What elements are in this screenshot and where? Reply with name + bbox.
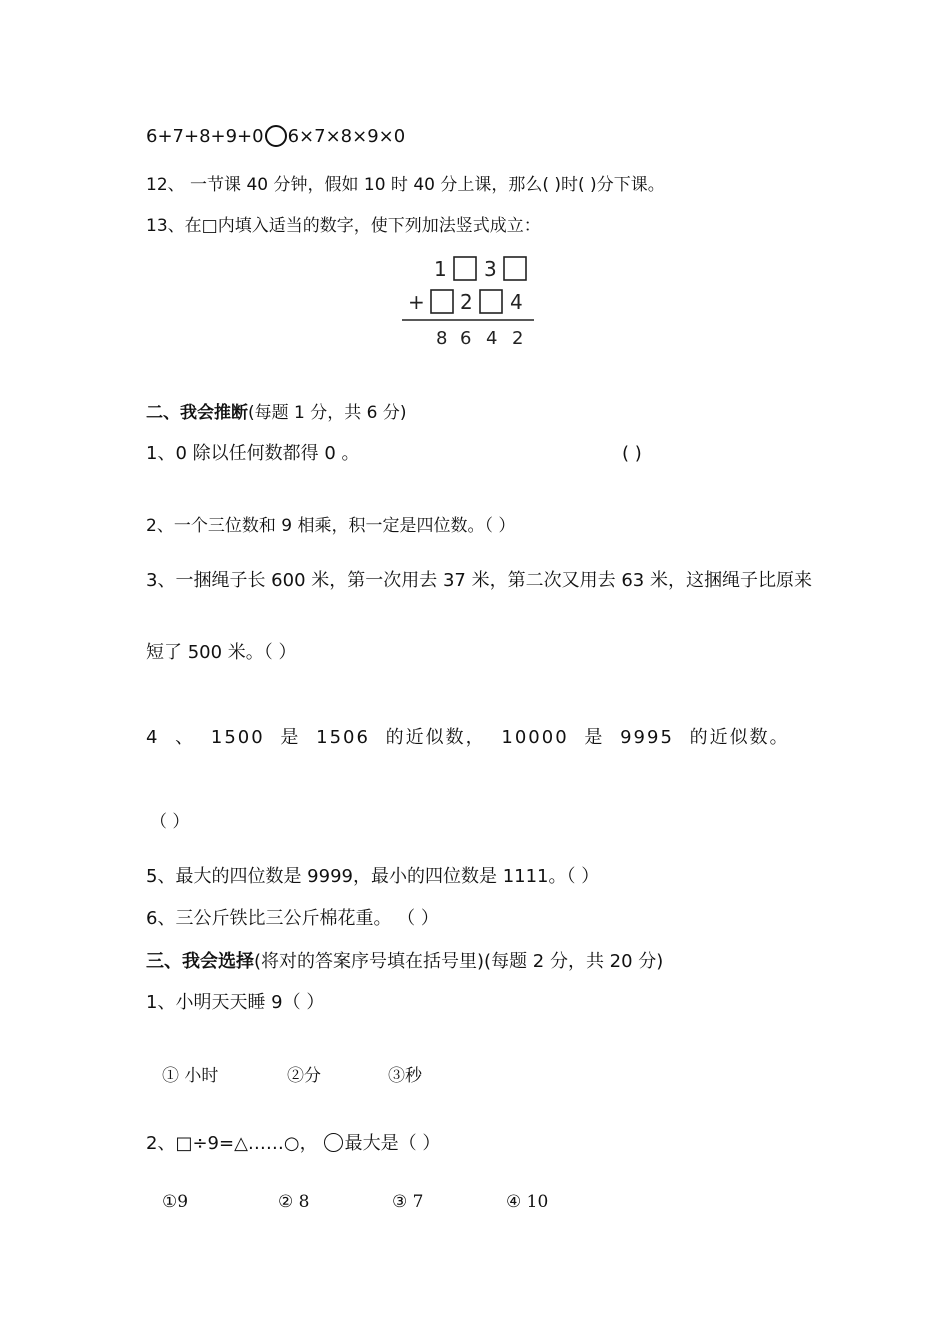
s3-item-2-equation: 2、□÷9=△……○， (146, 1133, 318, 1154)
s3-item-1-option-3[interactable]: ③秒 (388, 1066, 422, 1086)
vertical-addition-figure (398, 252, 538, 350)
section3-header (146, 951, 663, 973)
row1-blank-box-2[interactable] (454, 257, 476, 280)
s2-item-2: 2、一个三位数和 9 相乘，积一定是四位数。（ ） (146, 516, 516, 536)
row2-blank-box-3[interactable] (480, 290, 502, 313)
s3-item-2 (146, 1133, 440, 1155)
result-digit-4: 2 (512, 328, 524, 349)
s3-item-1: 1、小明天天睡 9（ ） (146, 992, 325, 1013)
s3-item-2-option-2[interactable]: ② 8 (278, 1192, 310, 1212)
s2-item-4-line1: 4 、 1500 是 1506 的近似数， 10000 是 9995 的近似数。 (146, 727, 790, 748)
result-digit-1: 8 (436, 328, 448, 349)
q11-right-expression: 6×7×8×9×0 (287, 126, 406, 147)
section3-note: (将对的答案序号填在括号里)(每题 2 分，共 20 分) (254, 951, 664, 972)
row2-blank-box-1[interactable] (431, 290, 453, 313)
s3-item-2-option-1[interactable]: ①9 (162, 1192, 189, 1212)
s2-item-6: 6、三公斤铁比三公斤棉花重。 （ ） (146, 908, 439, 929)
s3-item-1-option-1[interactable]: ① 小时 (162, 1066, 219, 1086)
s3-item-2-question: 最大是（ ） (344, 1133, 441, 1154)
row1-digit-1: 1 (434, 257, 447, 281)
s2-item-4-line2: （ ） (150, 812, 190, 832)
row2-digit-2: 2 (460, 290, 473, 314)
row1-blank-box-4[interactable] (504, 257, 526, 280)
s2-item-3-line2: 短了 500 米。（ ） (146, 642, 297, 663)
s3-item-2-option-3[interactable]: ③ 7 (392, 1192, 424, 1212)
q12-text: 12、 一节课 40 分钟，假如 10 时 40 分上课，那么( )时( )分下课。 (146, 175, 665, 195)
s2-item-3-line1: 3、一捆绳子长 600 米，第一次用去 37 米，第二次又用去 63 米，这捆绳子比原来 (146, 570, 812, 591)
row1-digit-3: 3 (484, 257, 497, 281)
s3-item-1-option-2[interactable]: ②分 (287, 1066, 321, 1086)
s2-item-5: 5、最大的四位数是 9999，最小的四位数是 1111。（ ） (146, 866, 600, 887)
compare-circle-icon[interactable] (265, 125, 287, 147)
remainder-circle-icon (324, 1133, 343, 1152)
plus-sign: + (408, 290, 425, 314)
q11-line (146, 125, 405, 148)
result-digit-2: 6 (460, 328, 472, 349)
q13-text: 13、在□内填入适当的数字，使下列加法竖式成立： (146, 216, 541, 236)
row2-digit-4: 4 (510, 290, 523, 314)
section2-header (146, 402, 407, 424)
result-digit-3: 4 (486, 328, 498, 349)
s3-item-2-option-4[interactable]: ④ 10 (506, 1192, 549, 1212)
section2-heading: 二、我会推断 (146, 403, 248, 423)
section2-note: (每题 1 分，共 6 分) (248, 403, 407, 423)
section3-heading: 三、我会选择 (146, 951, 254, 972)
s2-item-1-answer-paren[interactable]: ( ) (622, 443, 642, 464)
q11-left-expression: 6+7+8+9+0 (146, 126, 264, 147)
s2-item-1: 1、0 除以任何数都得 0 。 (146, 443, 360, 464)
